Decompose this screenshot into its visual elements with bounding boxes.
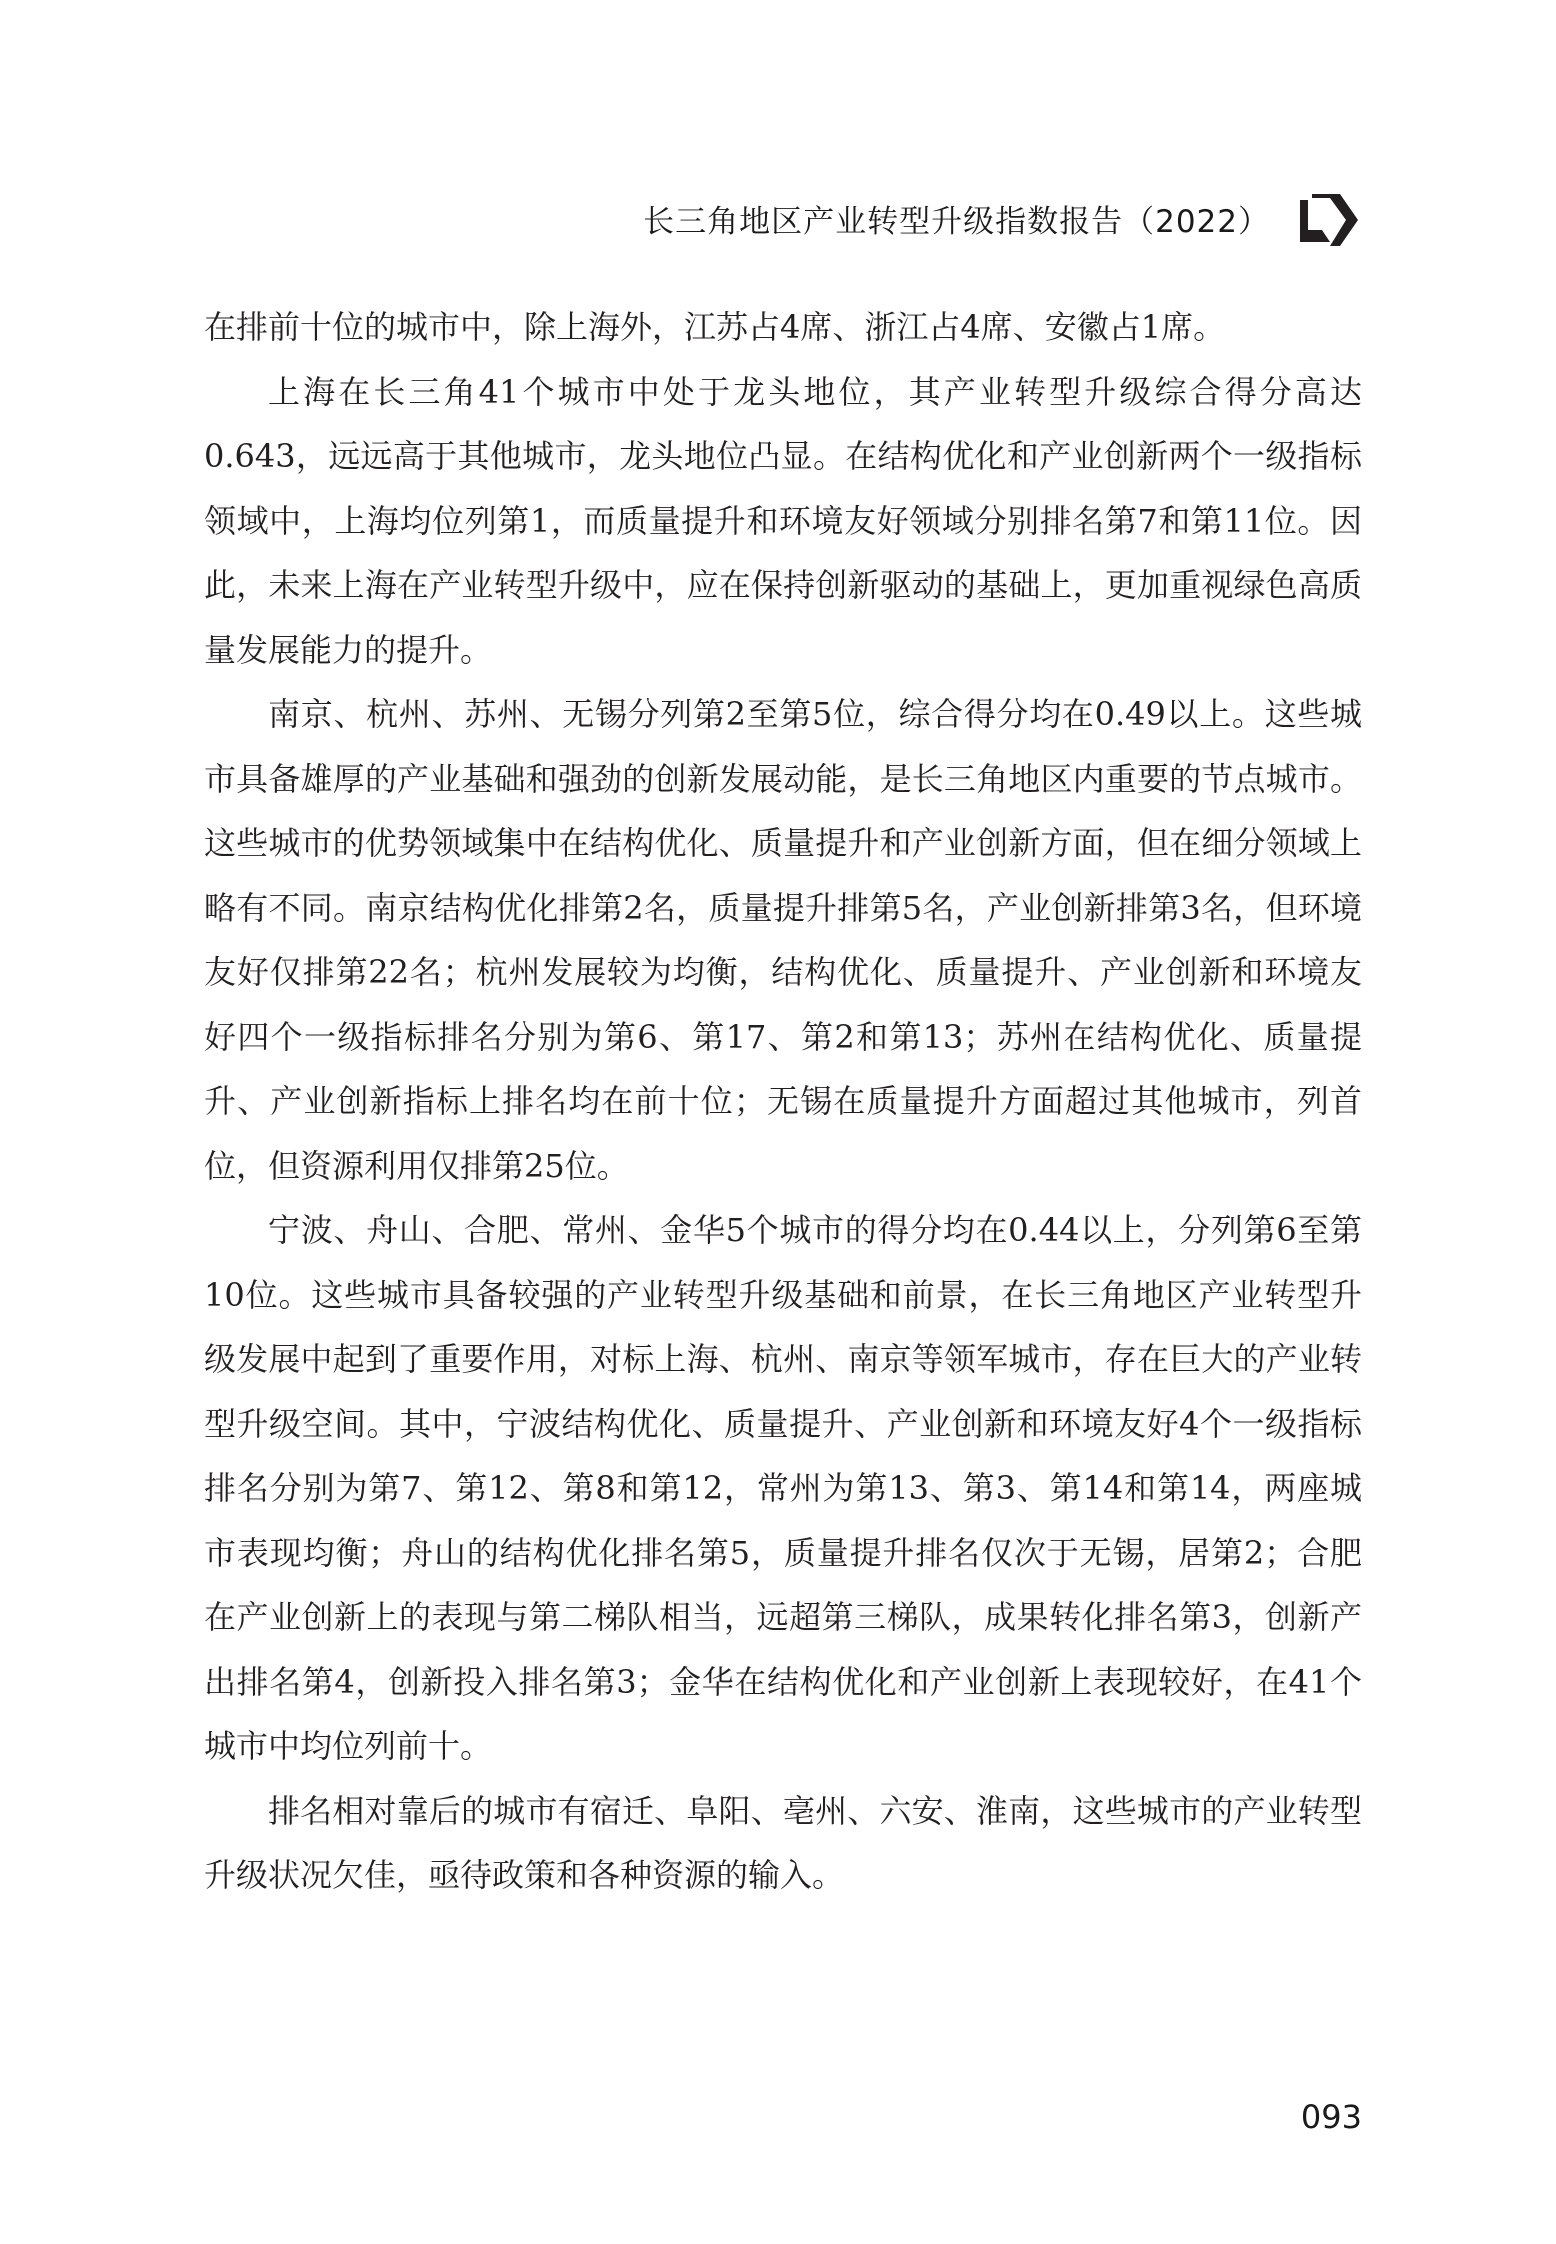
paragraph-4: 宁波、舟山、合肥、常州、金华5个城市的得分均在0.44以上，分列第6至第10位。这些城市具备较强的产业转型升级基础和前景，在长三角地区产业转型升级发展中起到了重要作用，对标上海、杭州、南京等领军城市，存在巨大的产业转型升级空间。其中，宁波结构优化、质量提升、产业创新和环境友好4个一级指标排名分别为第7、第12、第8和第12，常州为第13、第3、第14和第14，两座城市表现均衡；舟山的结构优化排名第5，质量提升排名仅次于无锡，居第2；合肥在产业创新上的表现与第二梯队相当，远超第三梯队，成果转化排名第3，创新产出排名第4，创新投入排名第3；金华在结构优化和产业创新上表现较好，在41个城市中均位列前十。 <box>204 1211 1362 1765</box>
page-number: 093 <box>1300 2098 1362 2136</box>
running-header-title: 长三角地区产业转型升级指数报告（2022） <box>643 204 1270 240</box>
paragraph-2: 上海在长三角41个城市中处于龙头地位，其产业转型升级综合得分高达0.643，远远高于其他城市，龙头地位凸显。在结构优化和产业创新两个一级指标领域中，上海均位列第1，而质量提升和环境友好领域分别排名第7和第11位。因此，未来上海在产业转型升级中，应在保持创新驱动的基础上，更加重视绿色高质量发展能力的提升。 <box>204 372 1362 669</box>
book-corner-arrow-icon <box>1296 190 1364 248</box>
paragraph-5: 排名相对靠后的城市有宿迁、阜阳、亳州、六安、淮南，这些城市的产业转型升级状况欠佳，亟待政策和各种资源的输入。 <box>204 1791 1362 1894</box>
body-text <box>204 295 1362 1908</box>
paragraph-3: 南京、杭州、苏州、无锡分列第2至第5位，综合得分均在0.49以上。这些城市具备雄厚的产业基础和强劲的创新发展动能，是长三角地区内重要的节点城市。这些城市的优势领域集中在结构优化、质量提升和产业创新方面，但在细分领域上略有不同。南京结构优化排第2名，质量提升排第5名，产业创新排第3名，但环境友好仅排第22名；杭州发展较为均衡，结构优化、质量提升、产业创新和环境友好四个一级指标排名分别为第6、第17、第2和第13；苏州在结构优化、质量提升、产业创新指标上排名均在前十位；无锡在质量提升方面超过其他城市，列首位，但资源利用仅排第25位。 <box>204 695 1362 1185</box>
paragraph-1: 在排前十位的城市中，除上海外，江苏占4席、浙江占4席、安徽占1席。 <box>204 308 1226 346</box>
